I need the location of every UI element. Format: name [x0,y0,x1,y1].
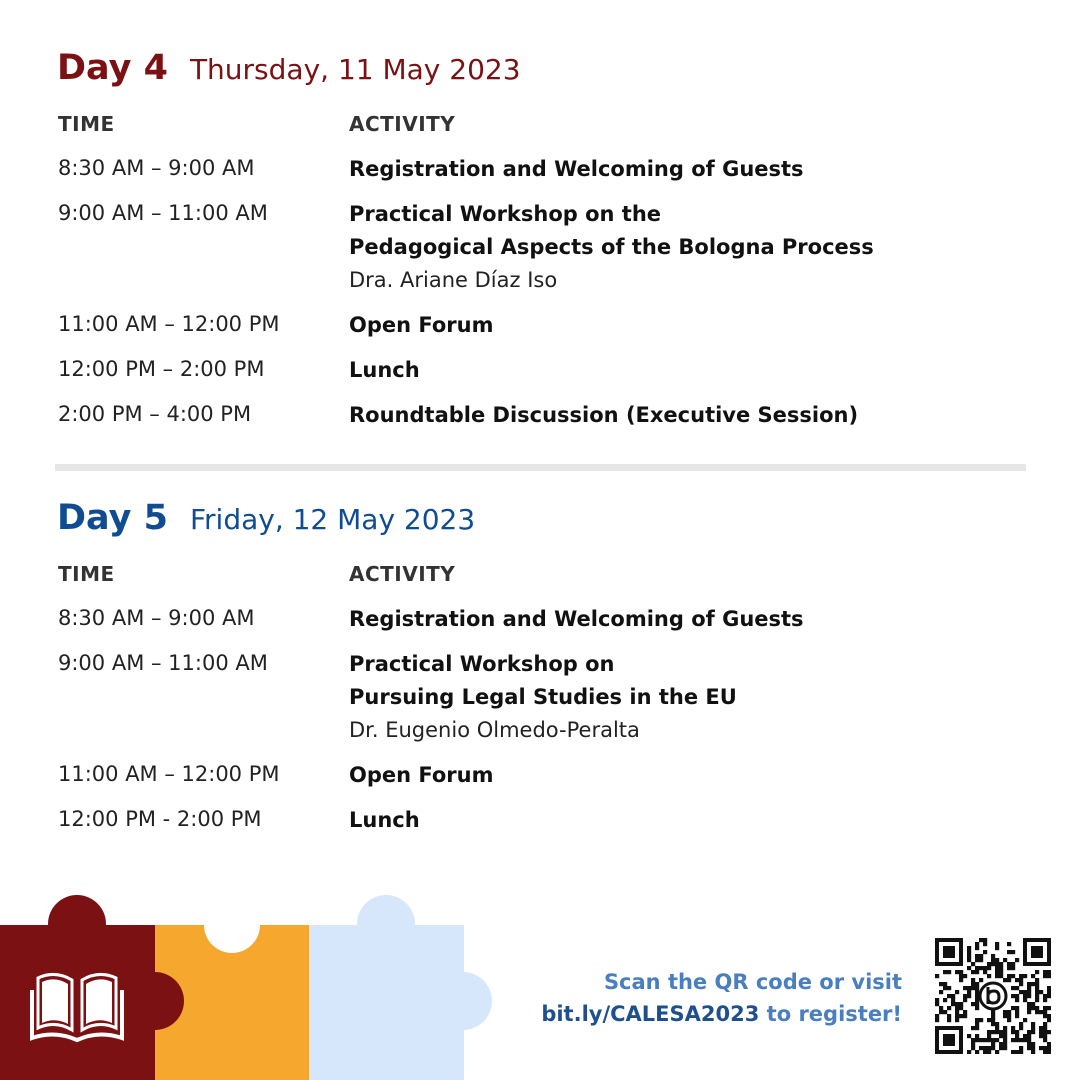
day5-row3-activity [349,759,494,792]
day5-header [57,498,475,538]
cta-line1: Scan the QR code or visit [603,970,902,994]
day4-date: Thursday, 11 May 2023 [189,53,521,86]
activity-title: Practical Workshop on [349,652,615,676]
activity-title: Registration and Welcoming of Guests [349,157,804,181]
day4-row4-activity [349,354,420,387]
day4-row2-activity [349,198,874,297]
activity-speaker: Dra. Ariane Díaz Iso [349,268,558,292]
activity-title: Practical Workshop on the [349,202,662,226]
activity-speaker: Dr. Eugenio Olmedo-Peralta [349,718,640,742]
day5-row4-time: 12:00 PM - 2:00 PM [58,807,262,831]
day5-time-header: TIME [58,562,115,586]
day4-activity-header: ACTIVITY [349,112,456,136]
activity-title: Open Forum [349,313,494,337]
day5-date: Friday, 12 May 2023 [189,503,476,536]
section-divider [55,464,1026,471]
puzzle-decoration [0,890,500,1080]
day5-row2-activity [349,648,737,747]
qr-code-icon[interactable] [935,938,1051,1054]
day5-row1-time: 8:30 AM – 9:00 AM [58,606,255,630]
day5-row4-activity [349,804,420,837]
cta-suffix: to register! [759,1002,902,1026]
activity-title: Registration and Welcoming of Guests [349,607,804,631]
day5-activity-header: ACTIVITY [349,562,456,586]
day4-row3-time: 11:00 AM – 12:00 PM [58,312,280,336]
puzzle-piece-blue [280,895,492,1080]
day4-time-header: TIME [58,112,115,136]
activity-title-line2: Pursuing Legal Studies in the EU [349,685,737,709]
day4-row1-activity [349,153,804,186]
day4-number: Day 4 [57,48,168,88]
day5-row3-time: 11:00 AM – 12:00 PM [58,762,280,786]
day4-row4-time: 12:00 PM – 2:00 PM [58,357,265,381]
activity-title: Open Forum [349,763,494,787]
day4-row1-time: 8:30 AM – 9:00 AM [58,156,255,180]
day4-row3-activity [349,309,494,342]
day4-row5-activity [349,399,858,432]
day4-row2-time: 9:00 AM – 11:00 AM [58,201,268,225]
activity-title: Lunch [349,808,420,832]
day5-number: Day 5 [57,498,168,538]
activity-title-line2: Pedagogical Aspects of the Bologna Process [349,235,874,259]
register-cta [541,966,902,1030]
day5-row2-time: 9:00 AM – 11:00 AM [58,651,268,675]
day4-header [57,48,521,88]
register-link[interactable]: bit.ly/CALESA2023 [541,1002,760,1026]
activity-title: Roundtable Discussion (Executive Session) [349,403,859,427]
day4-row5-time: 2:00 PM – 4:00 PM [58,402,252,426]
cta-line2 [541,998,902,1030]
activity-title: Lunch [349,358,420,382]
day5-row1-activity [349,603,804,636]
